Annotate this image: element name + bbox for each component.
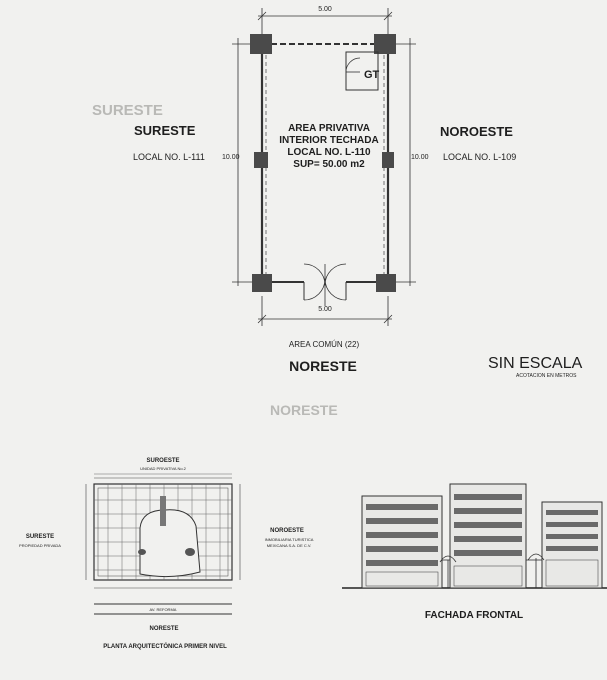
site-west-sub: PROPIEDAD PRIVADA xyxy=(19,543,61,548)
site-east-sub1: INMOBILIARIA TURISTICA xyxy=(264,537,314,542)
site-north-sub: UNIDAD PRIVATIVA No.2 xyxy=(140,466,186,471)
site-north-heading: SUROESTE xyxy=(146,458,180,464)
scale-title: SIN ESCALA xyxy=(488,355,583,372)
fixture-label: GT xyxy=(364,69,380,81)
scale-note: ACOTACION EN METROS xyxy=(516,373,577,379)
ghost-text: NORESTE xyxy=(270,402,338,418)
dimension-left: 10.00 xyxy=(222,154,240,161)
east-heading: NOROESTE xyxy=(440,124,513,139)
site-west-heading: SURESTE xyxy=(25,534,55,540)
dimension-bottom: 5.00 xyxy=(318,306,332,313)
site-east-heading: NOROESTE xyxy=(270,528,304,534)
site-south-heading: NORESTE xyxy=(149,626,179,632)
site-plan-caption: PLANTA ARQUITECTÓNICA PRIMER NIVEL xyxy=(103,644,227,650)
west-sub: LOCAL NO. L-111 xyxy=(133,152,205,162)
west-heading: SURESTE xyxy=(134,123,196,138)
dimension-right: 10.00 xyxy=(411,154,429,161)
east-sub: LOCAL NO. L-109 xyxy=(443,152,517,162)
dimension-top: 5.00 xyxy=(318,6,332,13)
south-heading: NORESTE xyxy=(289,358,357,374)
room-label: AREA PRIVATIVA INTERIOR TECHADA LOCAL NO. L-110 SUP= 50.00 m2 xyxy=(279,123,379,170)
south-sub: AREA COMÚN (22) xyxy=(288,340,360,349)
ghost-text: SURESTE xyxy=(92,102,163,119)
site-east-sub2: MEXICANA S.A. DE C.V. xyxy=(266,543,312,548)
facade-caption: FACHADA FRONTAL xyxy=(424,610,524,621)
site-bottom-sub: AV. REFORMA xyxy=(149,607,177,612)
